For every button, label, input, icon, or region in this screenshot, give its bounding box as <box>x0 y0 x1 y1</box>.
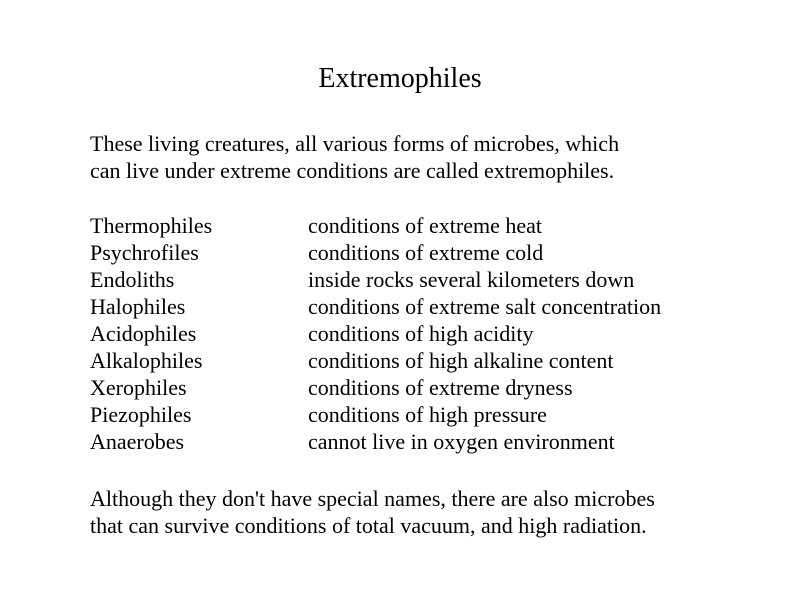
intro-line: can live under extreme conditions are called extremophiles. <box>90 158 615 183</box>
extremophile-condition: conditions of high pressure <box>308 402 547 427</box>
closing-line: that can survive conditions of total vacuum, and high radiation. <box>90 513 647 538</box>
list-item <box>90 320 770 347</box>
extremophile-condition: inside rocks several kilometers down <box>308 267 635 292</box>
list-item <box>90 293 770 320</box>
extremophile-name: Endoliths <box>90 267 175 292</box>
extremophile-name: Anaerobes <box>90 429 185 454</box>
extremophile-condition: conditions of extreme salt concentration <box>308 294 662 319</box>
list-item <box>90 374 770 401</box>
extremophile-name: Acidophiles <box>90 321 197 346</box>
extremophile-name: Piezophiles <box>90 402 192 427</box>
slide-title: Extremophiles <box>318 63 482 94</box>
list-item <box>90 212 770 239</box>
extremophile-list <box>90 212 770 455</box>
list-item <box>90 347 770 374</box>
extremophile-condition: cannot live in oxygen environment <box>308 429 615 454</box>
extremophile-name: Psychrofiles <box>90 240 199 265</box>
extremophile-condition: conditions of extreme cold <box>308 240 544 265</box>
list-item <box>90 266 770 293</box>
extremophile-condition: conditions of extreme dryness <box>308 375 573 400</box>
intro-paragraph <box>90 130 770 184</box>
extremophile-name: Halophiles <box>90 294 186 319</box>
extremophile-condition: conditions of high alkaline content <box>308 348 614 373</box>
list-item <box>90 401 770 428</box>
extremophile-name: Thermophiles <box>90 213 213 238</box>
list-item <box>90 428 770 455</box>
closing-line: Although they don't have special names, there are also microbes <box>90 486 655 511</box>
extremophile-condition: conditions of extreme heat <box>308 213 542 238</box>
extremophile-name: Xerophiles <box>90 375 187 400</box>
extremophile-condition: conditions of high acidity <box>308 321 534 346</box>
intro-line: These living creatures, all various forms of microbes, which <box>90 131 620 156</box>
closing-paragraph <box>90 485 770 539</box>
list-item <box>90 239 770 266</box>
extremophile-name: Alkalophiles <box>90 348 203 373</box>
